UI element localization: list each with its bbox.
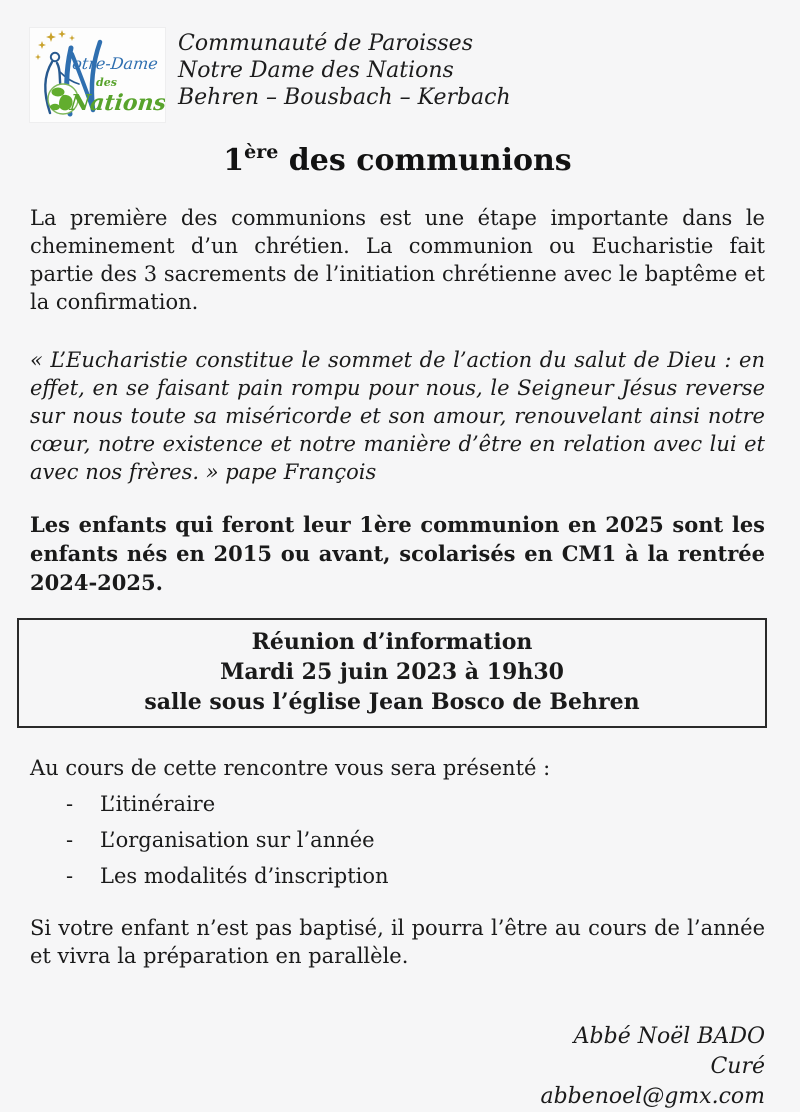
signature-email: abbenoel@gmx.com [540, 1084, 765, 1109]
organization-name [178, 30, 511, 111]
meeting-location: salle sous l’église Jean Bosco de Behren [144, 689, 640, 715]
meeting-info-box [17, 618, 767, 728]
agenda-item-itinerary: L’itinéraire [100, 792, 216, 816]
signature-block [30, 1022, 765, 1112]
parish-logo-icon [30, 28, 165, 122]
org-line-community: Communauté de Paroisses [178, 31, 473, 56]
dash-marker: - [66, 792, 74, 816]
signature-role: Curé [710, 1054, 765, 1079]
title-ordinal-suffix: ère [244, 141, 279, 163]
agenda-item-registration: Les modalités d’inscription [100, 864, 389, 888]
agenda-list [30, 790, 765, 890]
list-item [30, 790, 765, 818]
dash-marker: - [66, 864, 74, 888]
title-number: 1 [223, 143, 245, 178]
header [30, 28, 765, 122]
signature-name: Abbé Noël BADO [573, 1024, 765, 1049]
dash-marker: - [66, 828, 74, 852]
agenda-intro: Au cours de cette rencontre vous sera présenté : [30, 756, 551, 780]
title-text: des communions [278, 143, 572, 178]
logo-text-otre-dame: otre-Dame [71, 54, 159, 73]
meeting-datetime: Mardi 25 juin 2023 à 19h30 [220, 659, 564, 685]
baptism-note-paragraph: Si votre enfant n’est pas baptisé, il pourra l’être au cours de l’année et vivra la préparation en parallèle. [30, 916, 765, 968]
logo-text-nations: Nations [68, 90, 165, 116]
eligibility-paragraph: Les enfants qui feront leur 1ère communion en 2025 sont les enfants nés en 2015 ou avant, scolarisés en CM1 à la rentrée 2024-2025. [30, 512, 765, 595]
list-item [30, 862, 765, 890]
list-item [30, 826, 765, 854]
intro-paragraph: La première des communions est une étape importante dans le cheminement d’un chrétien. La communion ou Eucharistie fait partie des 3 sacrements de l’initiation chrétienne avec le baptême et la confirmation. [30, 206, 765, 314]
org-line-towns: Behren – Bousbach – Kerbach [178, 85, 511, 110]
page-title [30, 142, 765, 180]
pope-quote-paragraph: « L’Eucharistie constitue le sommet de l’action du salut de Dieu : en effet, en se faisant pain rompu pour nous, le Seigneur Jésus reverse sur nous toute sa miséricorde et son amour, renouvelant ainsi notre cœur, notre existence et notre manière d’être en relation avec lui et avec nos frères. » pape François [30, 348, 765, 484]
meeting-title: Réunion d’information [251, 629, 533, 655]
logo-text-des: des [96, 76, 117, 89]
org-line-parish: Notre Dame des Nations [178, 58, 454, 83]
agenda-item-organisation: L’organisation sur l’année [100, 828, 375, 852]
parish-logo [30, 28, 165, 122]
